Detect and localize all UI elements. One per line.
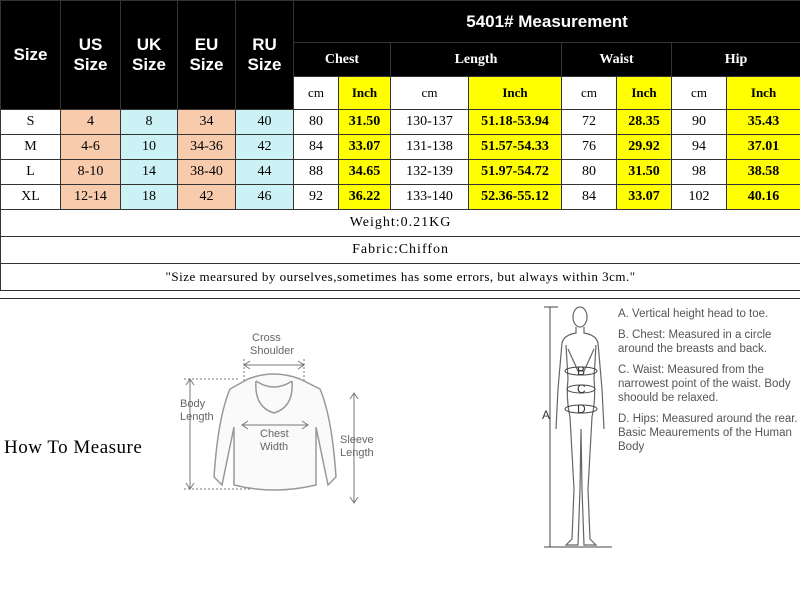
header-waist: Waist [562, 43, 672, 77]
fabric-text: Fabric:Chiffon [1, 237, 800, 264]
unit-cm: cm [672, 77, 727, 110]
us-cell: 4-6 [61, 135, 121, 160]
length-cm-cell: 132-139 [391, 160, 469, 185]
legend-item-b: B. Chest: Measured in a circle around the breasts and back. [618, 328, 798, 356]
label-d: D [577, 402, 586, 416]
unit-inch: Inch [469, 77, 562, 110]
unit-cm: cm [562, 77, 617, 110]
how-to-measure-section [0, 298, 800, 596]
unit-inch: Inch [617, 77, 672, 110]
size-cell: XL [1, 185, 61, 210]
uk-cell: 8 [121, 110, 178, 135]
size-cell: M [1, 135, 61, 160]
measurement-lines [544, 307, 612, 547]
waist-cm-cell: 76 [562, 135, 617, 160]
legend-item-a: A. Vertical height head to toe. [618, 307, 798, 321]
unit-cm: cm [294, 77, 339, 110]
header-size: Size [1, 1, 61, 110]
measurement-note: "Size mearsured by ourselves,sometimes has some errors, but always within 3cm." [1, 264, 800, 291]
header-us-size: US Size [61, 1, 121, 110]
unit-inch: Inch [339, 77, 391, 110]
header-eu-size: EU Size [178, 1, 236, 110]
length-inch-cell: 51.97-54.72 [469, 160, 562, 185]
waist-cm-cell: 84 [562, 185, 617, 210]
eu-cell: 34-36 [178, 135, 236, 160]
garment-diagram [170, 327, 400, 567]
body-length-label-1: Body [180, 398, 206, 410]
table-row [1, 135, 800, 160]
cross-shoulder-label-1: Cross [252, 332, 281, 344]
body-outline [556, 307, 604, 545]
hip-inch-cell: 35.43 [727, 110, 800, 135]
header-length: Length [391, 43, 562, 77]
eu-cell: 38-40 [178, 160, 236, 185]
size-chart-table [0, 0, 800, 291]
chest-cm-cell: 88 [294, 160, 339, 185]
chest-width-label-2: Width [260, 441, 288, 453]
chest-inch-cell: 31.50 [339, 110, 391, 135]
eu-cell: 34 [178, 110, 236, 135]
sleeve-length-label-1: Sleeve [340, 434, 374, 446]
uk-cell: 14 [121, 160, 178, 185]
hip-cm-cell: 98 [672, 160, 727, 185]
weight-text: Weight:0.21KG [1, 210, 800, 237]
measurement-legend [618, 307, 798, 461]
label-a: A [542, 408, 550, 422]
how-to-measure-label: How To Measure [4, 437, 142, 459]
waist-cm-cell: 80 [562, 160, 617, 185]
length-cm-cell: 131-138 [391, 135, 469, 160]
sleeve-length-label-2: Length [340, 447, 374, 459]
table-row [1, 110, 800, 135]
waist-inch-cell: 31.50 [617, 160, 672, 185]
ru-cell: 42 [236, 135, 294, 160]
ru-cell: 46 [236, 185, 294, 210]
eu-cell: 42 [178, 185, 236, 210]
length-inch-cell: 51.57-54.33 [469, 135, 562, 160]
hip-cm-cell: 94 [672, 135, 727, 160]
unit-cm: cm [391, 77, 469, 110]
chest-cm-cell: 84 [294, 135, 339, 160]
hip-inch-cell: 40.16 [727, 185, 800, 210]
waist-inch-cell: 29.92 [617, 135, 672, 160]
chest-inch-cell: 34.65 [339, 160, 391, 185]
legend-item-d: D. Hips: Measured around the rear. Basic Meaurements of the Human Body [618, 412, 798, 454]
size-cell: L [1, 160, 61, 185]
us-cell: 4 [61, 110, 121, 135]
us-cell: 8-10 [61, 160, 121, 185]
waist-inch-cell: 28.35 [617, 110, 672, 135]
length-inch-cell: 52.36-55.12 [469, 185, 562, 210]
table-row [1, 185, 800, 210]
chest-cm-cell: 80 [294, 110, 339, 135]
chest-inch-cell: 36.22 [339, 185, 391, 210]
chest-inch-cell: 33.07 [339, 135, 391, 160]
uk-cell: 18 [121, 185, 178, 210]
header-uk-size: UK Size [121, 1, 178, 110]
body-length-label-2: Length [180, 411, 214, 423]
waist-cm-cell: 72 [562, 110, 617, 135]
us-cell: 12-14 [61, 185, 121, 210]
header-hip: Hip [672, 43, 800, 77]
hip-cm-cell: 90 [672, 110, 727, 135]
size-cell: S [1, 110, 61, 135]
ru-cell: 44 [236, 160, 294, 185]
hip-inch-cell: 38.58 [727, 160, 800, 185]
cross-shoulder-label-2: Shoulder [250, 345, 294, 357]
length-inch-cell: 51.18-53.94 [469, 110, 562, 135]
chest-width-label-1: Chest [260, 428, 289, 440]
table-row [1, 160, 800, 185]
waist-inch-cell: 33.07 [617, 185, 672, 210]
unit-inch: Inch [727, 77, 800, 110]
label-c: C [577, 382, 586, 396]
hip-inch-cell: 37.01 [727, 135, 800, 160]
hip-cm-cell: 102 [672, 185, 727, 210]
chest-cm-cell: 92 [294, 185, 339, 210]
ru-cell: 40 [236, 110, 294, 135]
measurement-title: 5401# Measurement [294, 1, 800, 43]
uk-cell: 10 [121, 135, 178, 160]
length-cm-cell: 133-140 [391, 185, 469, 210]
header-chest: Chest [294, 43, 391, 77]
label-b: B [577, 364, 585, 378]
body-figure-diagram [538, 299, 618, 561]
length-cm-cell: 130-137 [391, 110, 469, 135]
header-ru-size: RU Size [236, 1, 294, 110]
legend-item-c: C. Waist: Measured from the narrowest point of the waist. Body shoould be relaxed. [618, 363, 798, 405]
